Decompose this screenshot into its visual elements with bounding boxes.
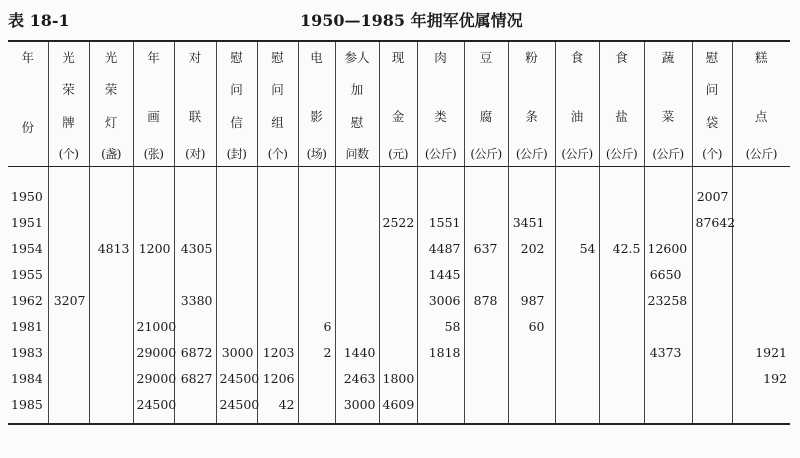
- table-cell: [692, 235, 732, 261]
- table-title: 1950—1985 年拥军优属情况: [300, 11, 523, 30]
- table-cell: 3380: [174, 287, 216, 313]
- header-char: 年: [147, 50, 160, 65]
- column-header: [644, 41, 692, 167]
- column-header: [216, 41, 257, 167]
- table-cell: 202: [508, 235, 555, 261]
- table-cell: 2007: [692, 167, 732, 210]
- table-cell: [508, 365, 555, 391]
- table-cell: 24500: [216, 365, 257, 391]
- table-cell: 4813: [89, 235, 133, 261]
- table-cell: [599, 261, 644, 287]
- table-cell: 87642: [692, 209, 732, 235]
- table-cell: [257, 261, 298, 287]
- column-header: [732, 41, 790, 167]
- header-char: 信: [230, 114, 243, 130]
- table-cell: [216, 209, 257, 235]
- data-table: [8, 40, 790, 425]
- table-cell: [48, 261, 89, 287]
- column-header: [417, 41, 464, 167]
- table-cell: [508, 167, 555, 210]
- table-cell: 1203: [257, 339, 298, 365]
- table-cell: [464, 391, 508, 424]
- table-cell: [508, 391, 555, 424]
- table-cell: 1921: [732, 339, 790, 365]
- table-cell: 42.5: [599, 235, 644, 261]
- table-cell: [692, 261, 732, 287]
- table-cell: [644, 209, 692, 235]
- table-cell: [555, 287, 599, 313]
- table-cell: [174, 209, 216, 235]
- table-body: [8, 167, 790, 425]
- table-cell: [599, 313, 644, 339]
- header-char: 联: [188, 108, 202, 124]
- table-cell: [644, 365, 692, 391]
- table-cell: [216, 235, 257, 261]
- table-cell: 2463: [335, 365, 379, 391]
- table-cell: [464, 209, 508, 235]
- header-char: 年: [21, 50, 34, 65]
- table-cell: [298, 261, 335, 287]
- table-caption: [0, 6, 800, 30]
- table-cell: [174, 167, 216, 210]
- header-char: 影: [310, 108, 323, 124]
- table-cell: [555, 167, 599, 210]
- table-cell: 1551: [417, 209, 464, 235]
- column-header: [508, 41, 555, 167]
- year-cell: 1984: [11, 370, 43, 386]
- header-row: [8, 41, 790, 167]
- header-unit: (元): [388, 146, 408, 161]
- year-cell: 1955: [11, 266, 43, 282]
- table-cell: [732, 391, 790, 424]
- table-cell: [599, 209, 644, 235]
- header-char: 慰: [705, 50, 719, 65]
- table-cell: [379, 339, 417, 365]
- column-header: [464, 41, 508, 167]
- header-char: 食: [615, 50, 628, 65]
- table-cell: [48, 339, 89, 365]
- year-cell: 1981: [11, 318, 43, 334]
- table-cell: 3000: [216, 339, 257, 365]
- table-number: 表 18-1: [8, 11, 70, 30]
- table-cell: [644, 167, 692, 210]
- table-cell: [555, 365, 599, 391]
- table-cell: [379, 235, 417, 261]
- table-cell: 6650: [644, 261, 692, 287]
- table-cell: 23258: [644, 287, 692, 313]
- header-char: 荣: [104, 82, 118, 98]
- table-cell: 3207: [48, 287, 89, 313]
- header-char: 光: [62, 50, 75, 65]
- header-char: 条: [525, 108, 538, 124]
- table-row: [8, 167, 790, 210]
- table-cell: [692, 391, 732, 424]
- header-char: 盐: [615, 108, 628, 124]
- table-cell: 4305: [174, 235, 216, 261]
- header-unit: (封): [226, 146, 247, 161]
- header-char: 荣: [62, 82, 75, 98]
- header-char: 现: [391, 50, 405, 65]
- table-cell: [732, 287, 790, 313]
- header-char: 灯: [104, 114, 118, 130]
- table-row: [8, 365, 790, 391]
- table-cell: 1206: [257, 365, 298, 391]
- header-unit: (公斤): [515, 146, 548, 161]
- header-char: 组: [271, 114, 284, 130]
- table-cell: 3006: [417, 287, 464, 313]
- table-cell: [133, 261, 174, 287]
- table-cell: 4609: [379, 391, 417, 424]
- header-unit: (公斤): [470, 146, 502, 161]
- header-unit: (个): [267, 146, 288, 161]
- column-header: [133, 41, 174, 167]
- table-cell: 1818: [417, 339, 464, 365]
- header-char: 对: [188, 50, 202, 65]
- table-cell: [89, 209, 133, 235]
- table-cell: [133, 209, 174, 235]
- table-cell: 60: [508, 313, 555, 339]
- header-char: 问: [705, 82, 719, 98]
- column-header: [335, 41, 379, 167]
- table-cell: [335, 235, 379, 261]
- table-cell: [89, 339, 133, 365]
- table-cell: [692, 339, 732, 365]
- table-cell: [335, 209, 379, 235]
- table-cell: [48, 167, 89, 210]
- header-char: 问: [230, 82, 243, 98]
- table-row: [8, 391, 790, 424]
- header-unit: (场): [306, 146, 327, 161]
- header-char: 加: [350, 82, 364, 98]
- column-header: [379, 41, 417, 167]
- table-row: [8, 261, 790, 287]
- header-char: 菜: [661, 108, 675, 124]
- header-unit: (张): [143, 146, 164, 161]
- table-cell: 42: [257, 391, 298, 424]
- header-unit: (个): [58, 146, 79, 161]
- header-char: 点: [754, 108, 768, 124]
- header-char: 肉: [434, 50, 447, 65]
- header-unit: (公斤): [424, 146, 457, 161]
- table-cell: 4373: [644, 339, 692, 365]
- table-row: [8, 209, 790, 235]
- header-char: 慰: [230, 50, 243, 65]
- table-cell: [417, 167, 464, 210]
- header-unit: (个): [702, 146, 722, 161]
- table-cell: 24500: [216, 391, 257, 424]
- header-char: 蔬: [661, 50, 675, 65]
- table-cell: [89, 287, 133, 313]
- table-cell: [216, 167, 257, 210]
- table-cell: [133, 287, 174, 313]
- table-cell: 192: [732, 365, 790, 391]
- header-char: 牌: [62, 114, 75, 130]
- table-cell: [48, 209, 89, 235]
- table-cell: 2522: [379, 209, 417, 235]
- table-cell: [89, 391, 133, 424]
- header-char: 份: [21, 120, 34, 135]
- header-char: 腐: [479, 108, 493, 124]
- table-cell: [257, 235, 298, 261]
- table-cell: [89, 261, 133, 287]
- table-cell: [257, 167, 298, 210]
- header-char: 油: [570, 108, 584, 124]
- column-header: [692, 41, 732, 167]
- table-cell: [335, 313, 379, 339]
- header-char: 粉: [525, 50, 538, 65]
- year-cell: 1983: [11, 344, 43, 360]
- table-cell: 12600: [644, 235, 692, 261]
- table-cell: [464, 261, 508, 287]
- table-cell: [298, 365, 335, 391]
- table-row: [8, 287, 790, 313]
- table-cell: [174, 391, 216, 424]
- column-header: [257, 41, 298, 167]
- table-cell: 3000: [335, 391, 379, 424]
- table-cell: [732, 313, 790, 339]
- table-cell: [379, 313, 417, 339]
- table-cell: [464, 339, 508, 365]
- table-cell: [692, 365, 732, 391]
- year-cell: 1954: [11, 240, 43, 256]
- table-cell: [599, 365, 644, 391]
- column-header: [48, 41, 89, 167]
- table-cell: 1800: [379, 365, 417, 391]
- table-cell: 6872: [174, 339, 216, 365]
- header-char: 参人: [344, 50, 370, 65]
- table-cell: [379, 261, 417, 287]
- header-char: 糕: [754, 50, 768, 65]
- table-cell: [89, 167, 133, 210]
- year-cell: 1950: [11, 188, 43, 204]
- table-cell: [555, 261, 599, 287]
- table-cell: [692, 313, 732, 339]
- table-cell: 4487: [417, 235, 464, 261]
- column-header: [298, 41, 335, 167]
- table-cell: 58: [417, 313, 464, 339]
- header-unit: (盏): [101, 146, 121, 161]
- table-cell: 54: [555, 235, 599, 261]
- table-row: [8, 313, 790, 339]
- table-cell: [216, 287, 257, 313]
- table-cell: [48, 313, 89, 339]
- table-cell: [257, 287, 298, 313]
- header-char: 慰: [271, 50, 284, 65]
- table-cell: [298, 235, 335, 261]
- table-cell: 29000: [133, 365, 174, 391]
- table-cell: 3451: [508, 209, 555, 235]
- header-char: 豆: [479, 50, 493, 65]
- table-cell: [174, 261, 216, 287]
- table-cell: [133, 167, 174, 210]
- table-cell: [599, 339, 644, 365]
- table-cell: [379, 287, 417, 313]
- table-cell: [335, 287, 379, 313]
- table-cell: [599, 287, 644, 313]
- header-unit: (公斤): [652, 146, 684, 161]
- column-header: [599, 41, 644, 167]
- header-char: 画: [147, 108, 160, 124]
- table-cell: [48, 391, 89, 424]
- table-cell: [464, 365, 508, 391]
- table-cell: [48, 365, 89, 391]
- header-unit: (公斤): [561, 146, 593, 161]
- column-header: [8, 41, 48, 167]
- table-cell: 29000: [133, 339, 174, 365]
- table-cell: 637: [464, 235, 508, 261]
- table-cell: [48, 235, 89, 261]
- table-cell: [732, 167, 790, 210]
- header-char: 问: [271, 82, 284, 98]
- table-cell: [335, 261, 379, 287]
- table-cell: [508, 339, 555, 365]
- table-cell: [417, 365, 464, 391]
- table-cell: [599, 167, 644, 210]
- table-cell: 21000: [133, 313, 174, 339]
- table-cell: [464, 167, 508, 210]
- table-cell: [464, 313, 508, 339]
- table-cell: 1440: [335, 339, 379, 365]
- header-char: 食: [570, 50, 584, 65]
- table-cell: [692, 287, 732, 313]
- table-cell: 6: [298, 313, 335, 339]
- header-char: 金: [391, 108, 405, 124]
- table-cell: [298, 209, 335, 235]
- table-cell: [298, 167, 335, 210]
- header-unit: (对): [185, 146, 205, 161]
- table-cell: [298, 391, 335, 424]
- table-cell: 987: [508, 287, 555, 313]
- year-cell: 1985: [8, 391, 48, 424]
- column-header: [89, 41, 133, 167]
- table-cell: [174, 313, 216, 339]
- table-cell: [555, 313, 599, 339]
- header-char: 电: [310, 50, 323, 65]
- table-row: [8, 339, 790, 365]
- header-char: 慰: [350, 114, 364, 130]
- table-cell: [257, 313, 298, 339]
- table-cell: 1445: [417, 261, 464, 287]
- table-cell: [216, 261, 257, 287]
- table-cell: [417, 391, 464, 424]
- table-cell: [644, 391, 692, 424]
- header-unit: (公斤): [605, 146, 638, 161]
- table-cell: [379, 167, 417, 210]
- table-cell: [89, 313, 133, 339]
- header-unit: 问数: [345, 146, 369, 161]
- table-cell: [732, 209, 790, 235]
- column-header: [174, 41, 216, 167]
- table-cell: [257, 209, 298, 235]
- table-cell: [555, 209, 599, 235]
- column-header: [555, 41, 599, 167]
- table-cell: [644, 313, 692, 339]
- table-cell: [732, 261, 790, 287]
- table-cell: 6827: [174, 365, 216, 391]
- header-char: 光: [104, 50, 118, 65]
- table-cell: [216, 313, 257, 339]
- table-cell: 1200: [133, 235, 174, 261]
- table-cell: [335, 167, 379, 210]
- header-char: 类: [434, 108, 447, 124]
- year-cell: 1962: [11, 292, 43, 308]
- table-cell: [298, 287, 335, 313]
- table-row: [8, 235, 790, 261]
- table-cell: [732, 235, 790, 261]
- table-cell: [599, 391, 644, 424]
- table-cell: [555, 391, 599, 424]
- table-cell: 2: [298, 339, 335, 365]
- table-cell: [89, 365, 133, 391]
- table-cell: 24500: [133, 391, 174, 424]
- table-cell: [555, 339, 599, 365]
- table-cell: 878: [464, 287, 508, 313]
- year-cell: 1951: [11, 214, 43, 230]
- header-char: 袋: [705, 114, 719, 130]
- table-cell: [508, 261, 555, 287]
- header-unit: (公斤): [745, 146, 777, 161]
